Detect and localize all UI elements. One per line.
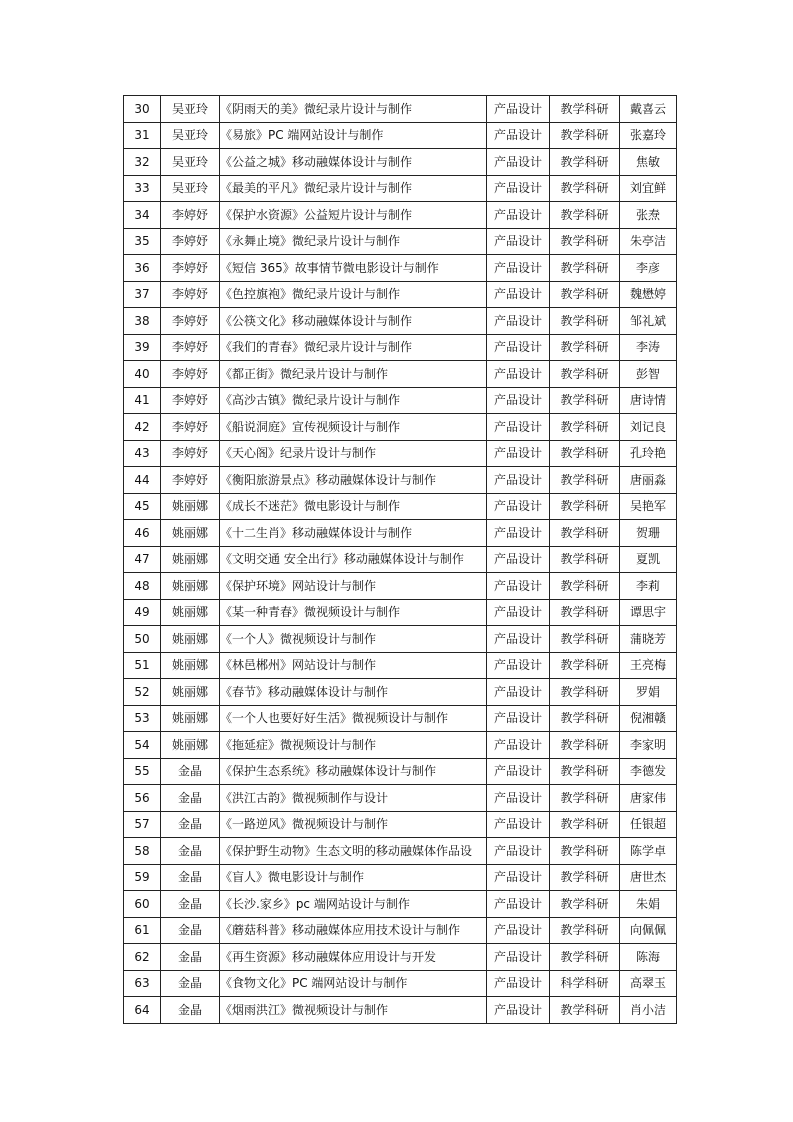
table-row [124, 255, 677, 282]
teacher-name: 吴亚玲 [161, 175, 220, 202]
teacher-name: 吴亚玲 [161, 149, 220, 176]
project-title: 《再生资源》移动融媒体应用设计与开发 [220, 944, 487, 971]
student-name: 李莉 [620, 573, 677, 600]
row-number: 48 [124, 573, 161, 600]
student-name: 李彦 [620, 255, 677, 282]
table-row [124, 758, 677, 785]
project-title: 《一路逆风》微视频设计与制作 [220, 811, 487, 838]
project-category: 产品设计 [487, 626, 550, 653]
table-row [124, 467, 677, 494]
project-title: 《十二生肖》移动融媒体设计与制作 [220, 520, 487, 547]
project-type: 教学科研 [550, 334, 620, 361]
project-category: 产品设计 [487, 652, 550, 679]
project-category: 产品设计 [487, 811, 550, 838]
row-number: 45 [124, 493, 161, 520]
table-row [124, 732, 677, 759]
project-title: 《成长不迷茫》微电影设计与制作 [220, 493, 487, 520]
row-number: 39 [124, 334, 161, 361]
teacher-name: 姚丽娜 [161, 573, 220, 600]
student-name: 李涛 [620, 334, 677, 361]
project-title: 《阴雨天的美》微纪录片设计与制作 [220, 96, 487, 123]
project-type: 教学科研 [550, 228, 620, 255]
project-type: 教学科研 [550, 679, 620, 706]
project-type: 教学科研 [550, 493, 620, 520]
table-row [124, 228, 677, 255]
project-title: 《公筷文化》移动融媒体设计与制作 [220, 308, 487, 335]
student-name: 贺珊 [620, 520, 677, 547]
row-number: 46 [124, 520, 161, 547]
project-title: 《永舞止境》微纪录片设计与制作 [220, 228, 487, 255]
project-title: 《春节》移动融媒体设计与制作 [220, 679, 487, 706]
project-category: 产品设计 [487, 970, 550, 997]
project-title: 《一个人也要好好生活》微视频设计与制作 [220, 705, 487, 732]
project-category: 产品设计 [487, 202, 550, 229]
row-number: 54 [124, 732, 161, 759]
table-row [124, 917, 677, 944]
table-row [124, 705, 677, 732]
student-name: 邹礼斌 [620, 308, 677, 335]
table-row [124, 785, 677, 812]
row-number: 33 [124, 175, 161, 202]
student-name: 肖小洁 [620, 997, 677, 1024]
student-name: 唐世杰 [620, 864, 677, 891]
project-title: 《食物文化》PC 端网站设计与制作 [220, 970, 487, 997]
project-title: 《高沙古镇》微纪录片设计与制作 [220, 387, 487, 414]
student-name: 焦敏 [620, 149, 677, 176]
project-category: 产品设计 [487, 705, 550, 732]
project-category: 产品设计 [487, 281, 550, 308]
teacher-name: 李婷妤 [161, 387, 220, 414]
row-number: 44 [124, 467, 161, 494]
student-name: 刘宜鲜 [620, 175, 677, 202]
project-category: 产品设计 [487, 785, 550, 812]
row-number: 47 [124, 546, 161, 573]
document-page [123, 95, 671, 1024]
project-category: 产品设计 [487, 493, 550, 520]
project-category: 产品设计 [487, 308, 550, 335]
project-type: 教学科研 [550, 149, 620, 176]
row-number: 30 [124, 96, 161, 123]
project-category: 产品设计 [487, 599, 550, 626]
project-title: 《蘑菇科普》移动融媒体应用技术设计与制作 [220, 917, 487, 944]
project-table-body [124, 96, 677, 1024]
project-title: 《天心阁》纪录片设计与制作 [220, 440, 487, 467]
table-row [124, 96, 677, 123]
table-row [124, 970, 677, 997]
table-row [124, 811, 677, 838]
table-row [124, 175, 677, 202]
project-type: 教学科研 [550, 467, 620, 494]
table-row [124, 361, 677, 388]
row-number: 58 [124, 838, 161, 865]
project-title: 《林邑郴州》网站设计与制作 [220, 652, 487, 679]
student-name: 陈学卓 [620, 838, 677, 865]
row-number: 63 [124, 970, 161, 997]
row-number: 55 [124, 758, 161, 785]
teacher-name: 金晶 [161, 785, 220, 812]
teacher-name: 金晶 [161, 838, 220, 865]
teacher-name: 李婷妤 [161, 228, 220, 255]
project-category: 产品设计 [487, 387, 550, 414]
row-number: 31 [124, 122, 161, 149]
student-name: 彭智 [620, 361, 677, 388]
project-type: 教学科研 [550, 440, 620, 467]
row-number: 40 [124, 361, 161, 388]
project-category: 产品设计 [487, 838, 550, 865]
student-name: 夏凯 [620, 546, 677, 573]
row-number: 64 [124, 997, 161, 1024]
table-row [124, 414, 677, 441]
project-type: 教学科研 [550, 546, 620, 573]
project-category: 产品设计 [487, 414, 550, 441]
project-type: 教学科研 [550, 414, 620, 441]
teacher-name: 金晶 [161, 891, 220, 918]
project-type: 教学科研 [550, 917, 620, 944]
student-name: 唐诗情 [620, 387, 677, 414]
project-title: 《衡阳旅游景点》移动融媒体设计与制作 [220, 467, 487, 494]
table-row [124, 122, 677, 149]
table-row [124, 573, 677, 600]
row-number: 51 [124, 652, 161, 679]
table-row [124, 838, 677, 865]
project-title: 《保护水资源》公益短片设计与制作 [220, 202, 487, 229]
project-type: 教学科研 [550, 387, 620, 414]
teacher-name: 金晶 [161, 917, 220, 944]
student-name: 唐丽淼 [620, 467, 677, 494]
project-type: 教学科研 [550, 308, 620, 335]
student-name: 吴艳军 [620, 493, 677, 520]
project-title: 《易旅》PC 端网站设计与制作 [220, 122, 487, 149]
project-category: 产品设计 [487, 917, 550, 944]
row-number: 52 [124, 679, 161, 706]
project-type: 教学科研 [550, 785, 620, 812]
project-type: 教学科研 [550, 573, 620, 600]
project-title: 《洪江古韵》微视频制作与设计 [220, 785, 487, 812]
student-name: 倪湘赣 [620, 705, 677, 732]
row-number: 41 [124, 387, 161, 414]
teacher-name: 姚丽娜 [161, 679, 220, 706]
project-category: 产品设计 [487, 175, 550, 202]
project-title: 《船说洞庭》宣传视频设计与制作 [220, 414, 487, 441]
project-type: 教学科研 [550, 255, 620, 282]
teacher-name: 金晶 [161, 864, 220, 891]
project-type: 教学科研 [550, 838, 620, 865]
student-name: 魏懋婷 [620, 281, 677, 308]
student-name: 向佩佩 [620, 917, 677, 944]
project-title: 《拖延症》微视频设计与制作 [220, 732, 487, 759]
project-type: 教学科研 [550, 599, 620, 626]
student-name: 任银超 [620, 811, 677, 838]
row-number: 53 [124, 705, 161, 732]
project-title: 《一个人》微视频设计与制作 [220, 626, 487, 653]
teacher-name: 李婷妤 [161, 440, 220, 467]
project-title: 《保护野生动物》生态文明的移动融媒体作品设 [220, 838, 487, 865]
project-title: 《烟雨洪江》微视频设计与制作 [220, 997, 487, 1024]
row-number: 34 [124, 202, 161, 229]
project-title: 《盲人》微电影设计与制作 [220, 864, 487, 891]
student-name: 孔玲艳 [620, 440, 677, 467]
student-name: 刘记良 [620, 414, 677, 441]
student-name: 朱亭洁 [620, 228, 677, 255]
project-type: 教学科研 [550, 626, 620, 653]
teacher-name: 姚丽娜 [161, 599, 220, 626]
table-row [124, 520, 677, 547]
project-category: 产品设计 [487, 758, 550, 785]
table-row [124, 281, 677, 308]
teacher-name: 李婷妤 [161, 361, 220, 388]
project-type: 科学科研 [550, 970, 620, 997]
teacher-name: 李婷妤 [161, 202, 220, 229]
teacher-name: 姚丽娜 [161, 732, 220, 759]
student-name: 高翠玉 [620, 970, 677, 997]
project-type: 教学科研 [550, 732, 620, 759]
project-type: 教学科研 [550, 997, 620, 1024]
teacher-name: 李婷妤 [161, 414, 220, 441]
teacher-name: 姚丽娜 [161, 546, 220, 573]
row-number: 57 [124, 811, 161, 838]
project-table [123, 95, 677, 1024]
teacher-name: 金晶 [161, 944, 220, 971]
teacher-name: 李婷妤 [161, 308, 220, 335]
teacher-name: 李婷妤 [161, 255, 220, 282]
row-number: 35 [124, 228, 161, 255]
student-name: 张焘 [620, 202, 677, 229]
student-name: 蒲晓芳 [620, 626, 677, 653]
teacher-name: 姚丽娜 [161, 705, 220, 732]
teacher-name: 金晶 [161, 997, 220, 1024]
student-name: 戴喜云 [620, 96, 677, 123]
row-number: 50 [124, 626, 161, 653]
student-name: 王亮梅 [620, 652, 677, 679]
student-name: 陈海 [620, 944, 677, 971]
project-type: 教学科研 [550, 652, 620, 679]
table-row [124, 334, 677, 361]
table-row [124, 997, 677, 1024]
project-title: 《公益之城》移动融媒体设计与制作 [220, 149, 487, 176]
project-category: 产品设计 [487, 997, 550, 1024]
project-category: 产品设计 [487, 679, 550, 706]
project-type: 教学科研 [550, 175, 620, 202]
teacher-name: 金晶 [161, 811, 220, 838]
student-name: 唐家伟 [620, 785, 677, 812]
project-title: 《长沙.家乡》pc 端网站设计与制作 [220, 891, 487, 918]
project-category: 产品设计 [487, 122, 550, 149]
student-name: 朱娟 [620, 891, 677, 918]
teacher-name: 吴亚玲 [161, 122, 220, 149]
project-title: 《短信 365》故事情节微电影设计与制作 [220, 255, 487, 282]
row-number: 32 [124, 149, 161, 176]
table-row [124, 652, 677, 679]
table-row [124, 626, 677, 653]
student-name: 张嘉玲 [620, 122, 677, 149]
row-number: 42 [124, 414, 161, 441]
teacher-name: 姚丽娜 [161, 626, 220, 653]
project-category: 产品设计 [487, 467, 550, 494]
project-category: 产品设计 [487, 255, 550, 282]
teacher-name: 吴亚玲 [161, 96, 220, 123]
table-row [124, 546, 677, 573]
teacher-name: 李婷妤 [161, 334, 220, 361]
row-number: 59 [124, 864, 161, 891]
table-row [124, 599, 677, 626]
row-number: 36 [124, 255, 161, 282]
project-category: 产品设计 [487, 334, 550, 361]
table-row [124, 864, 677, 891]
row-number: 56 [124, 785, 161, 812]
project-category: 产品设计 [487, 864, 550, 891]
project-type: 教学科研 [550, 520, 620, 547]
teacher-name: 金晶 [161, 970, 220, 997]
student-name: 李德发 [620, 758, 677, 785]
project-title: 《某一种青春》微视频设计与制作 [220, 599, 487, 626]
project-category: 产品设计 [487, 732, 550, 759]
table-row [124, 679, 677, 706]
project-category: 产品设计 [487, 546, 550, 573]
table-row [124, 944, 677, 971]
teacher-name: 姚丽娜 [161, 652, 220, 679]
teacher-name: 李婷妤 [161, 467, 220, 494]
project-title: 《我们的青春》微纪录片设计与制作 [220, 334, 487, 361]
row-number: 38 [124, 308, 161, 335]
project-type: 教学科研 [550, 202, 620, 229]
table-row [124, 202, 677, 229]
project-title: 《色控旗袍》微纪录片设计与制作 [220, 281, 487, 308]
project-type: 教学科研 [550, 758, 620, 785]
project-category: 产品设计 [487, 520, 550, 547]
project-type: 教学科研 [550, 811, 620, 838]
row-number: 49 [124, 599, 161, 626]
project-category: 产品设计 [487, 440, 550, 467]
teacher-name: 姚丽娜 [161, 520, 220, 547]
teacher-name: 姚丽娜 [161, 493, 220, 520]
project-title: 《都正街》微纪录片设计与制作 [220, 361, 487, 388]
project-category: 产品设计 [487, 228, 550, 255]
row-number: 61 [124, 917, 161, 944]
project-type: 教学科研 [550, 361, 620, 388]
project-title: 《保护环境》网站设计与制作 [220, 573, 487, 600]
project-category: 产品设计 [487, 96, 550, 123]
project-category: 产品设计 [487, 361, 550, 388]
teacher-name: 金晶 [161, 758, 220, 785]
project-category: 产品设计 [487, 573, 550, 600]
project-title: 《最美的平凡》微纪录片设计与制作 [220, 175, 487, 202]
project-type: 教学科研 [550, 891, 620, 918]
project-category: 产品设计 [487, 891, 550, 918]
row-number: 60 [124, 891, 161, 918]
project-category: 产品设计 [487, 944, 550, 971]
project-title: 《文明交通 安全出行》移动融媒体设计与制作 [220, 546, 487, 573]
table-row [124, 308, 677, 335]
project-category: 产品设计 [487, 149, 550, 176]
row-number: 43 [124, 440, 161, 467]
teacher-name: 李婷妤 [161, 281, 220, 308]
project-type: 教学科研 [550, 281, 620, 308]
student-name: 李家明 [620, 732, 677, 759]
table-row [124, 493, 677, 520]
project-type: 教学科研 [550, 705, 620, 732]
project-type: 教学科研 [550, 96, 620, 123]
project-title: 《保护生态系统》移动融媒体设计与制作 [220, 758, 487, 785]
student-name: 罗娟 [620, 679, 677, 706]
table-row [124, 440, 677, 467]
row-number: 37 [124, 281, 161, 308]
student-name: 谭思宇 [620, 599, 677, 626]
table-row [124, 149, 677, 176]
table-row [124, 891, 677, 918]
project-type: 教学科研 [550, 864, 620, 891]
table-row [124, 387, 677, 414]
project-type: 教学科研 [550, 944, 620, 971]
project-type: 教学科研 [550, 122, 620, 149]
row-number: 62 [124, 944, 161, 971]
